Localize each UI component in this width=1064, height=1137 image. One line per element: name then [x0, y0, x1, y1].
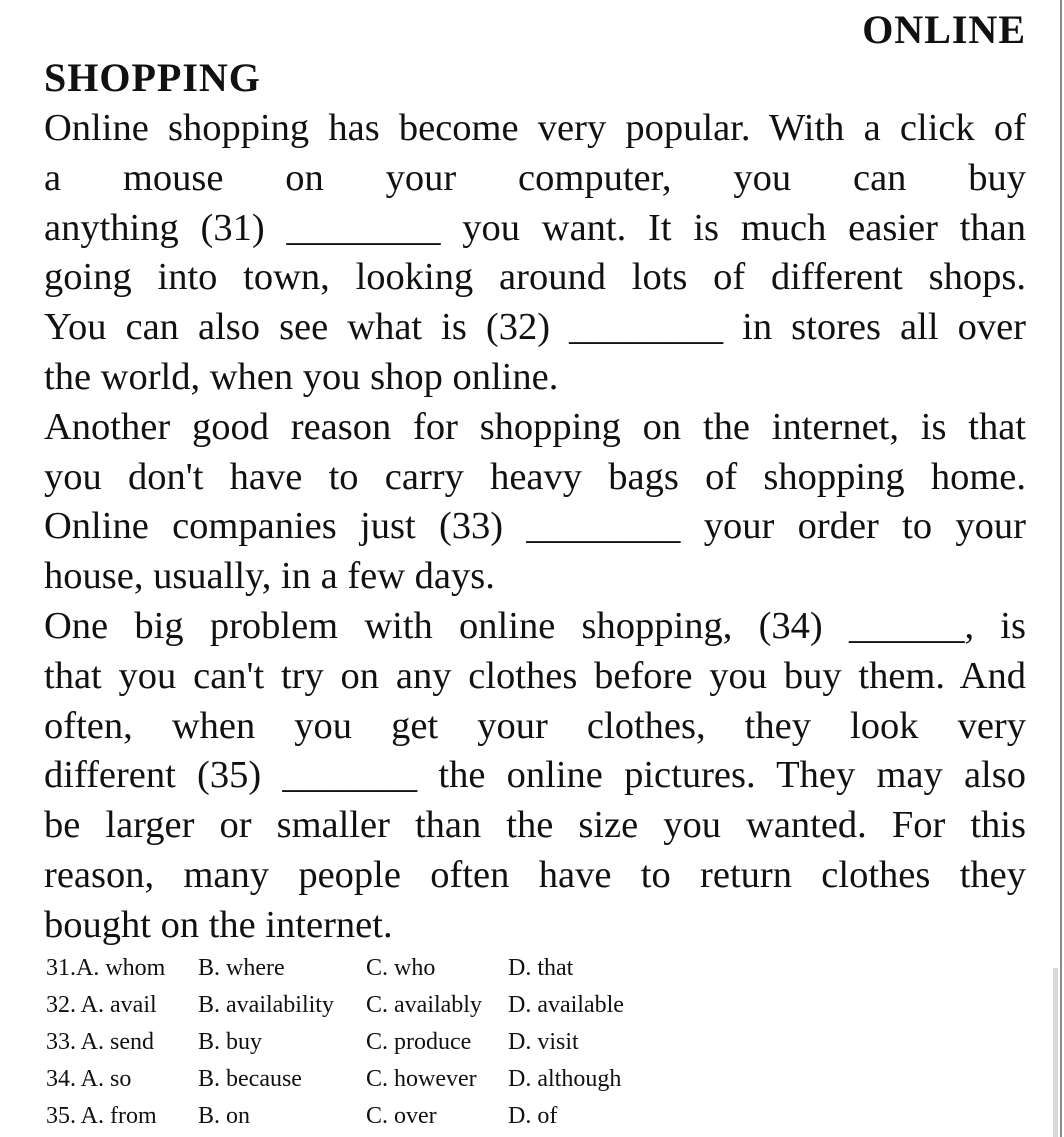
option-d: D. that [508, 955, 574, 981]
passage-line: anything (31) ________ you want. It is much easier than [44, 206, 1026, 249]
passage-line: Another good reason for shopping on the internet, is that [44, 405, 1026, 448]
option-c: C. availably [366, 992, 482, 1018]
option-c: C. over [366, 1103, 437, 1129]
title-line-1: ONLINE [862, 7, 1026, 52]
option-b: B. because [198, 1066, 302, 1092]
passage-line: reason, many people often have to return clothes they [44, 853, 1026, 896]
passage-line: Online companies just (33) ________ your order to your [44, 505, 1026, 548]
passage [44, 104, 1026, 951]
option-d: D. although [508, 1066, 622, 1092]
passage-line: that you can't try on any clothes before you buy them. And [44, 654, 1026, 697]
option-d: D. of [508, 1103, 558, 1129]
option-b: B. on [198, 1103, 251, 1129]
option-a: 33. A. send [46, 1029, 154, 1055]
passage-line: going into town, looking around lots of different shops. [44, 256, 1026, 299]
option-b: B. where [198, 955, 285, 981]
passage-line: a mouse on your computer, you can buy [44, 156, 1026, 199]
option-a: 35. A. from [46, 1103, 157, 1129]
scrollbar[interactable] [1053, 968, 1058, 1137]
option-a: 32. A. avail [46, 992, 157, 1018]
page-edge-rule [1060, 0, 1062, 1137]
option-c: C. who [366, 955, 436, 981]
passage-line: often, when you get your clothes, they look very [44, 704, 1026, 747]
passage-line: bought on the internet. [44, 903, 393, 946]
option-a: 31.A. whom [46, 955, 166, 981]
passage-line: be larger or smaller than the size you wanted. For this [44, 804, 1026, 847]
passage-line: the world, when you shop online. [44, 355, 559, 398]
passage-line: Online shopping has become very popular. With a click of [44, 107, 1026, 149]
option-b: B. buy [198, 1029, 263, 1055]
passage-line: house, usually, in a few days. [44, 555, 495, 598]
option-a: 34. A. so [46, 1066, 132, 1092]
option-b: B. availability [198, 992, 334, 1018]
passage-line: One big problem with online shopping, (34) ______, is [44, 604, 1026, 647]
passage-line: different (35) _______ the online pictures. They may also [44, 754, 1026, 797]
option-c: C. however [366, 1066, 477, 1092]
option-d: D. visit [508, 1029, 579, 1055]
passage-line: you don't have to carry heavy bags of shopping home. [44, 455, 1026, 498]
option-c: C. produce [366, 1029, 472, 1055]
option-d: D. available [508, 992, 624, 1018]
passage-line: You can also see what is (32) ________ in stores all over [44, 306, 1026, 349]
title-line-2: SHOPPING [44, 55, 261, 100]
